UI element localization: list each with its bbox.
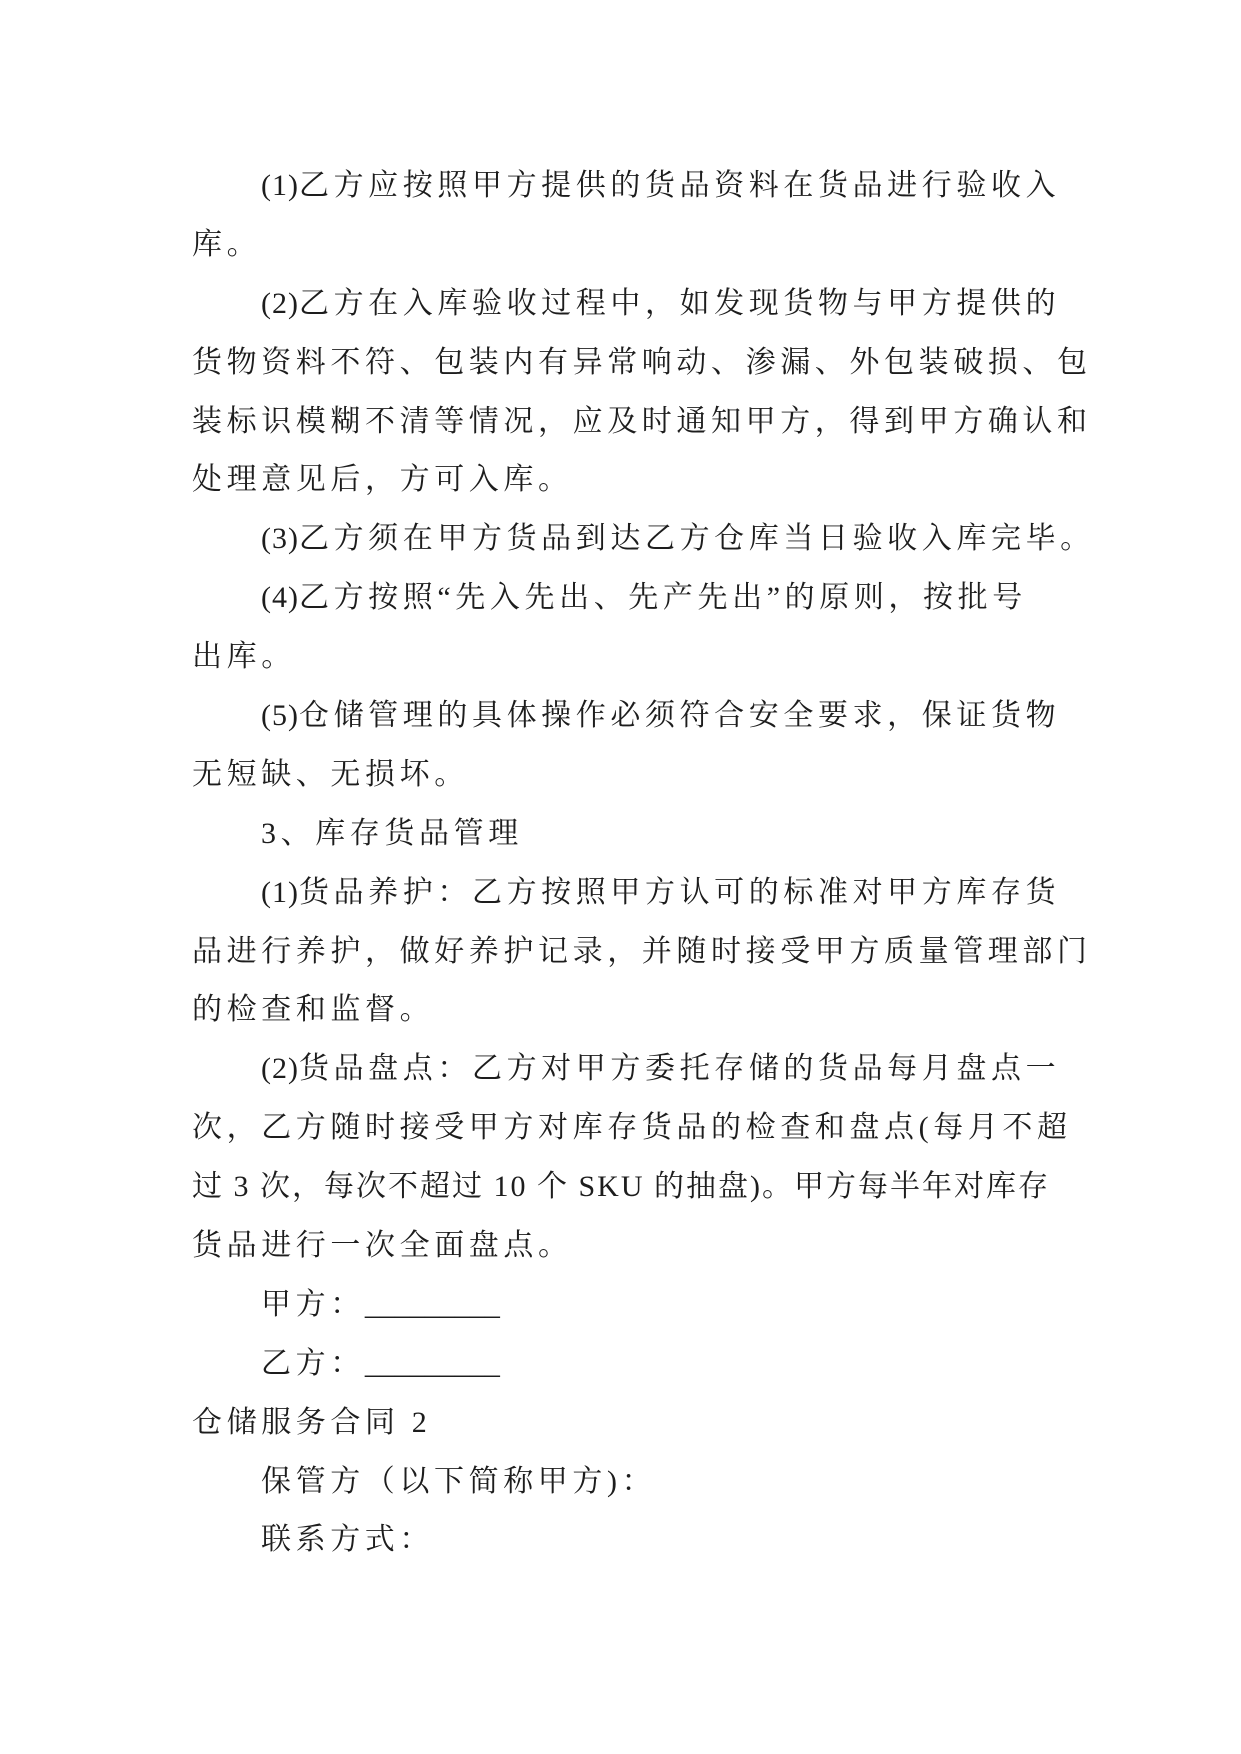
clause-paragraph <box>192 275 1092 511</box>
paragraph-line: 货物资料不符、包装内有异常响动、渗漏、外包装破损、包 <box>192 345 1092 379</box>
contract-title: 仓储服务合同 2 <box>192 1405 432 1439</box>
paragraph-line: 出库。 <box>192 640 296 674</box>
clause-paragraph <box>192 157 1061 275</box>
clause-text: 乙方按照“先入先出、先产先出”的原则，按批号 <box>298 581 1027 615</box>
paragraph-line: 无短缺、无损坏。 <box>192 757 469 791</box>
contact-field: 联系方式： <box>261 1523 434 1557</box>
clause-number: (3) <box>261 522 299 556</box>
clause-number: (5) <box>261 699 299 733</box>
signature-party-b <box>192 1335 1058 1394</box>
clause-text: 乙方须在甲方货品到达乙方仓库当日验收入库完毕。 <box>298 522 1095 556</box>
custodian-field: 保管方（以下简称甲方)： <box>261 1464 657 1498</box>
paragraph-line: 品进行养护，做好养护记录，并随时接受甲方质量管理部门 <box>192 934 1092 968</box>
clause-number: (4) <box>261 581 299 615</box>
paragraph-line <box>192 1040 1061 1099</box>
clause-paragraph <box>192 864 1092 1041</box>
signature-label: 乙方： <box>261 1346 365 1380</box>
paragraph-line: 处理意见后，方可入库。 <box>192 463 573 497</box>
paragraph-line: 装标识模糊不清等情况，应及时通知甲方，得到甲方确认和 <box>192 404 1092 438</box>
paragraph-line <box>192 510 1095 569</box>
clause-text: 乙方在入库验收过程中，如发现货物与甲方提供的 <box>298 286 1061 320</box>
paragraph-line <box>192 157 1061 216</box>
paragraph-line <box>192 569 1058 628</box>
paragraph-line: 次，乙方随时接受甲方对库存货品的检查和盘点(每月不超 <box>192 1111 1072 1145</box>
clause-paragraph <box>192 510 1095 569</box>
clause-paragraph <box>192 687 1061 805</box>
signature-label: 甲方： <box>261 1287 365 1321</box>
paragraph-line <box>192 864 1061 923</box>
document-body <box>192 157 1095 1570</box>
section-heading: 3、库存货品管理 <box>261 816 523 850</box>
clause-text: 货品盘点：乙方对甲方委托存储的货品每月盘点一 <box>298 1052 1061 1086</box>
clause-text: 乙方应按照甲方提供的货品资料在货品进行验收入 <box>298 169 1061 202</box>
paragraph-line: 过 3 次，每次不超过 10 个 SKU 的抽盘)。甲方每半年对库存 <box>192 1170 1051 1204</box>
clause-number: (1) <box>261 875 299 909</box>
paragraph-line: 的检查和监督。 <box>192 993 435 1027</box>
signature-blank: _________ <box>364 1287 500 1321</box>
paragraph-line <box>192 687 1061 746</box>
paragraph-line <box>192 275 1061 334</box>
signature-blank: _________ <box>364 1346 500 1380</box>
clause-text: 货品养护：乙方按照甲方认可的标准对甲方库存货 <box>298 875 1061 909</box>
clause-text: 仓储管理的具体操作必须符合安全要求，保证货物 <box>298 699 1061 733</box>
clause-number: (2) <box>261 286 299 320</box>
clause-number: (2) <box>261 1052 299 1086</box>
paragraph-line: 货品进行一次全面盘点。 <box>192 1229 573 1263</box>
paragraph-line: 库。 <box>192 227 262 261</box>
clause-paragraph <box>192 1040 1072 1276</box>
clause-paragraph <box>192 569 1058 687</box>
signature-party-a <box>192 1276 1058 1335</box>
clause-number: (1) <box>261 169 299 202</box>
